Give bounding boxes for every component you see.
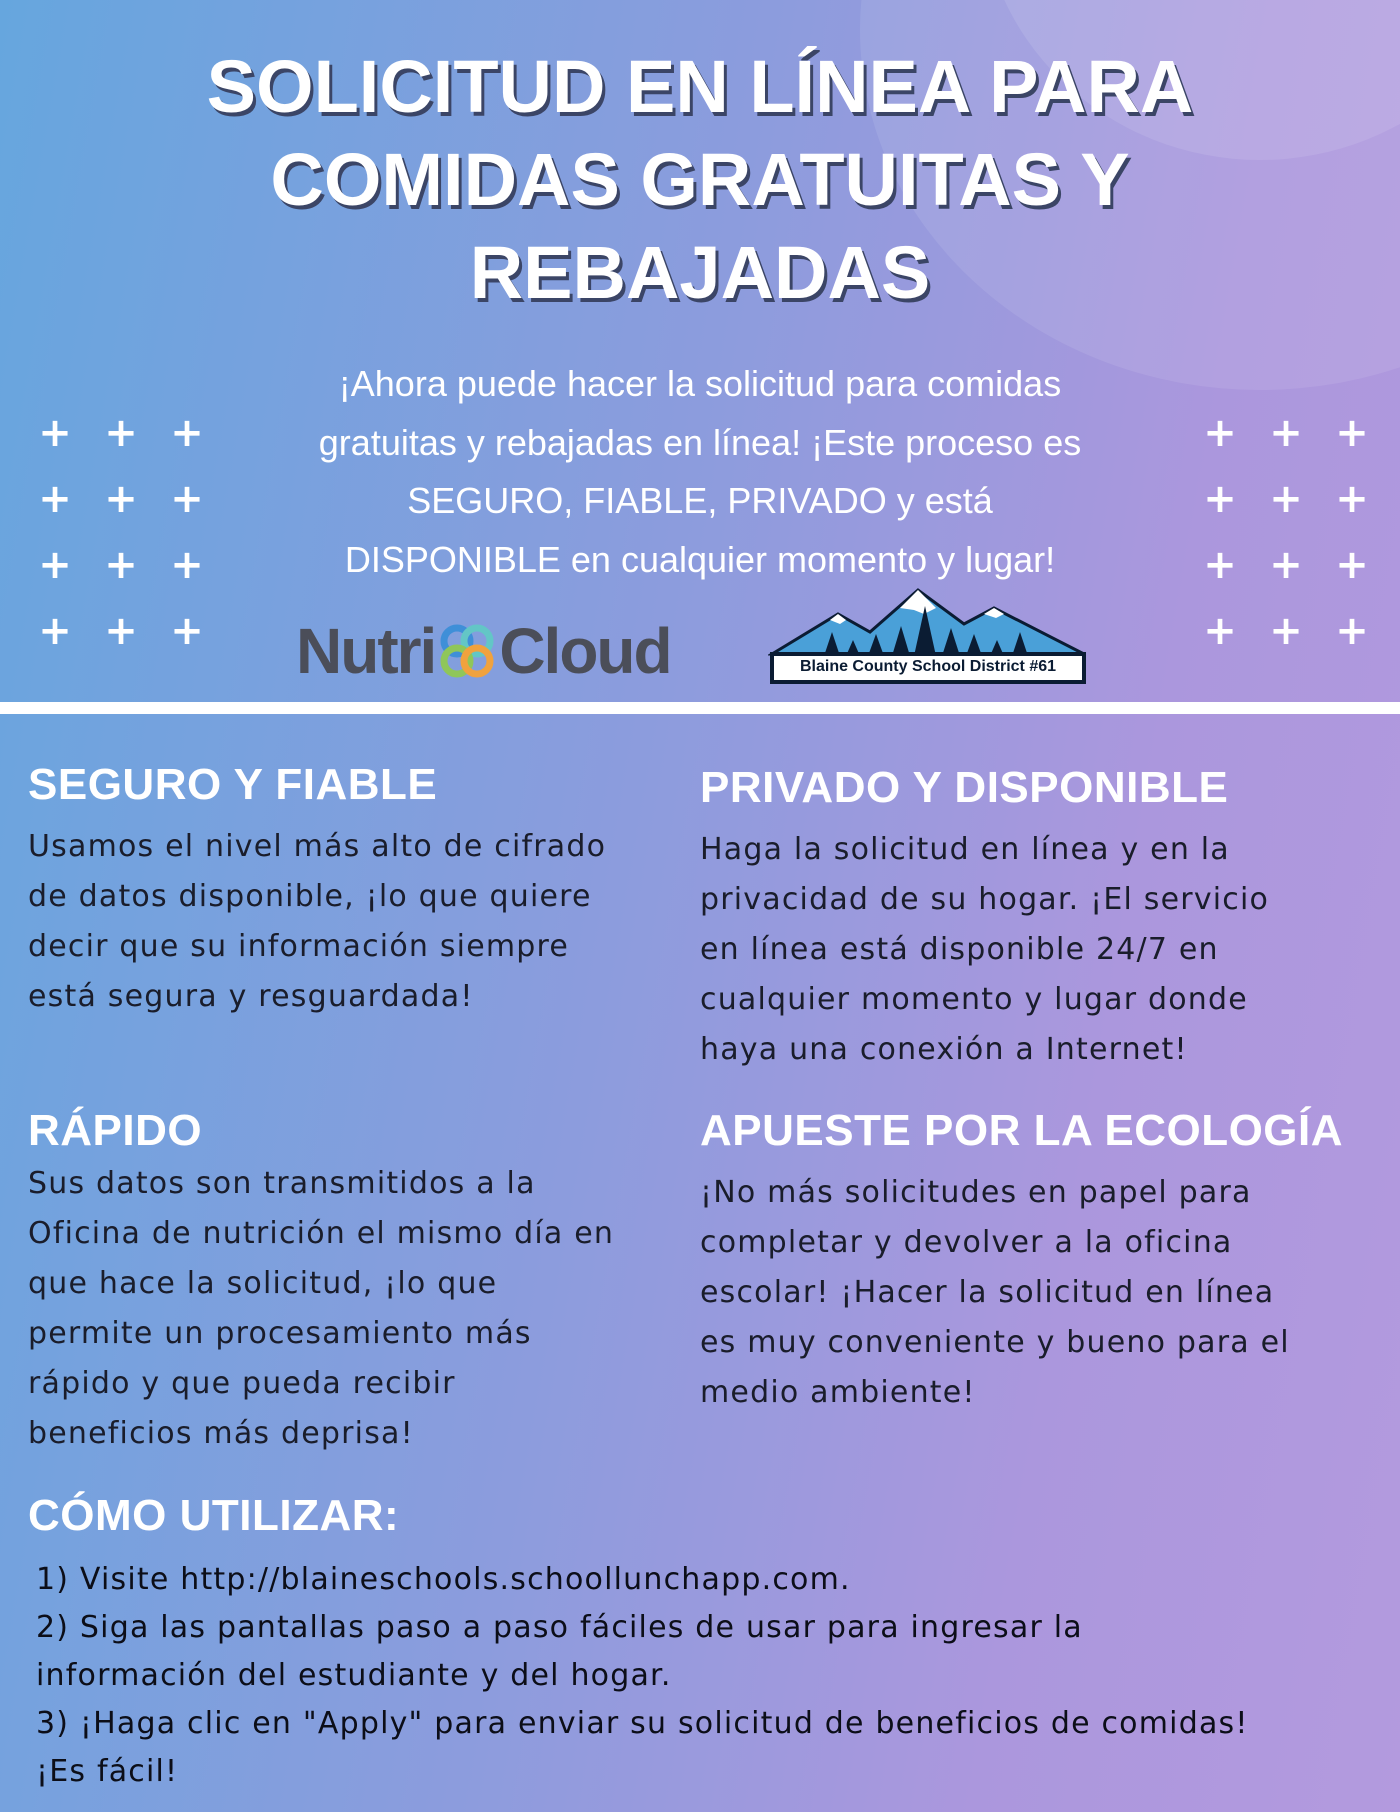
section-seguro-fiable bbox=[28, 757, 678, 1022]
plus-icon: + bbox=[38, 410, 72, 456]
step-line: 3) ¡Haga clic en "Apply" para enviar su solicitud de beneficios de comidas! bbox=[36, 1706, 1249, 1741]
body-line: Sus datos son transmitidos a la bbox=[28, 1166, 536, 1201]
step-line: ¡Es fácil! bbox=[36, 1754, 179, 1789]
body-line: decir que su información siempre bbox=[28, 929, 570, 964]
plus-icon: + bbox=[38, 608, 72, 654]
plus-icon: + bbox=[1335, 608, 1369, 654]
body-line: ¡No más solicitudes en papel para bbox=[700, 1175, 1252, 1210]
section-heading: APUESTE POR LA ECOLOGÍA bbox=[700, 1106, 1344, 1155]
title-line: COMIDAS GRATUITAS Y bbox=[270, 138, 1130, 221]
plus-icon: + bbox=[38, 476, 72, 522]
body-line: medio ambiente! bbox=[700, 1375, 976, 1410]
clover-knot-icon bbox=[437, 621, 497, 681]
title-line: REBAJADAS bbox=[469, 231, 931, 314]
plus-icon: + bbox=[1335, 476, 1369, 522]
how-to-heading: CÓMO UTILIZAR: bbox=[28, 1491, 400, 1540]
plus-icon: + bbox=[170, 608, 204, 654]
plus-icon: + bbox=[104, 608, 138, 654]
plus-icon: + bbox=[104, 410, 138, 456]
nutricloud-logo-part2: Cloud bbox=[499, 615, 671, 687]
section-body bbox=[28, 822, 678, 1022]
body-line: es muy conveniente y bueno para el bbox=[700, 1325, 1290, 1360]
plus-icon: + bbox=[170, 542, 204, 588]
step-line: información del estudiante y del hogar. bbox=[36, 1658, 672, 1693]
district-logo bbox=[768, 584, 1088, 688]
intro-line: DISPONIBLE en cualquier momento y lugar! bbox=[344, 538, 1056, 580]
plus-icon: + bbox=[1335, 542, 1369, 588]
plus-icon: + bbox=[104, 542, 138, 588]
section-body bbox=[28, 1159, 678, 1459]
plus-icon: + bbox=[1269, 542, 1303, 588]
plus-icon: + bbox=[1269, 608, 1303, 654]
page-title bbox=[0, 40, 1400, 319]
intro-line: gratuitas y rebajadas en línea! ¡Este proceso es bbox=[318, 421, 1082, 463]
how-to-section bbox=[28, 1488, 1378, 1796]
intro-line: ¡Ahora puede hacer la solicitud para comidas bbox=[338, 363, 1062, 404]
plus-icon: + bbox=[1269, 476, 1303, 522]
plus-icon: + bbox=[1269, 410, 1303, 456]
plus-icon: + bbox=[170, 476, 204, 522]
plus-icon: + bbox=[1203, 608, 1237, 654]
body-line: escolar! ¡Hacer la solicitud en línea bbox=[700, 1275, 1275, 1310]
body-line: beneficios más deprisa! bbox=[28, 1416, 414, 1451]
section-ecologia bbox=[700, 1103, 1380, 1418]
plus-icon: + bbox=[1203, 476, 1237, 522]
section-rapido bbox=[28, 1103, 678, 1459]
section-heading: PRIVADO Y DISPONIBLE bbox=[700, 763, 1229, 812]
body-line: en línea está disponible 24/7 en bbox=[700, 932, 1219, 967]
section-divider bbox=[0, 702, 1400, 714]
body-line: haya una conexión a Internet! bbox=[700, 1032, 1188, 1067]
nutricloud-logo bbox=[296, 616, 671, 686]
body-line: que hace la solicitud, ¡lo que bbox=[28, 1266, 498, 1301]
section-body bbox=[700, 825, 1380, 1075]
section-heading: RÁPIDO bbox=[28, 1106, 203, 1155]
body-line: cualquier momento y lugar donde bbox=[700, 982, 1248, 1017]
body-line: Haga la solicitud en línea y en la bbox=[700, 832, 1230, 867]
how-to-steps bbox=[36, 1556, 1378, 1796]
plus-icon: + bbox=[104, 476, 138, 522]
body-line: está segura y resguardada! bbox=[28, 979, 474, 1014]
plus-icon: + bbox=[1203, 410, 1237, 456]
plus-icon: + bbox=[170, 410, 204, 456]
body-line: Usamos el nivel más alto de cifrado bbox=[28, 829, 607, 864]
plus-icon: + bbox=[1335, 410, 1369, 456]
plus-pattern-left bbox=[22, 400, 222, 670]
step-line: 2) Siga las pantallas paso a paso fáciles de usar para ingresar la bbox=[36, 1610, 1083, 1645]
district-logo-text: Blaine County School District #61 bbox=[799, 658, 1057, 675]
body-line: Oficina de nutrición el mismo día en bbox=[28, 1216, 615, 1251]
body-line: de datos disponible, ¡lo que quiere bbox=[28, 879, 592, 914]
intro-text bbox=[230, 355, 1170, 589]
plus-icon: + bbox=[1203, 542, 1237, 588]
section-privado-disponible bbox=[700, 760, 1380, 1075]
section-heading: SEGURO Y FIABLE bbox=[28, 760, 438, 809]
body-line: rápido y que pueda recibir bbox=[28, 1366, 456, 1401]
nutricloud-logo-part1: Nutri bbox=[296, 615, 436, 687]
intro-line: SEGURO, FIABLE, PRIVADO y está bbox=[407, 480, 993, 521]
plus-icon: + bbox=[38, 542, 72, 588]
section-body bbox=[700, 1168, 1380, 1418]
title-line: SOLICITUD EN LÍNEA PARA bbox=[206, 45, 1194, 128]
step-line: 1) Visite http://blaineschools.schoollunchapp.com. bbox=[36, 1562, 851, 1597]
plus-pattern-right bbox=[1187, 400, 1387, 670]
body-line: completar y devolver a la oficina bbox=[700, 1225, 1233, 1260]
body-line: privacidad de su hogar. ¡El servicio bbox=[700, 882, 1270, 917]
body-line: permite un procesamiento más bbox=[28, 1316, 532, 1351]
